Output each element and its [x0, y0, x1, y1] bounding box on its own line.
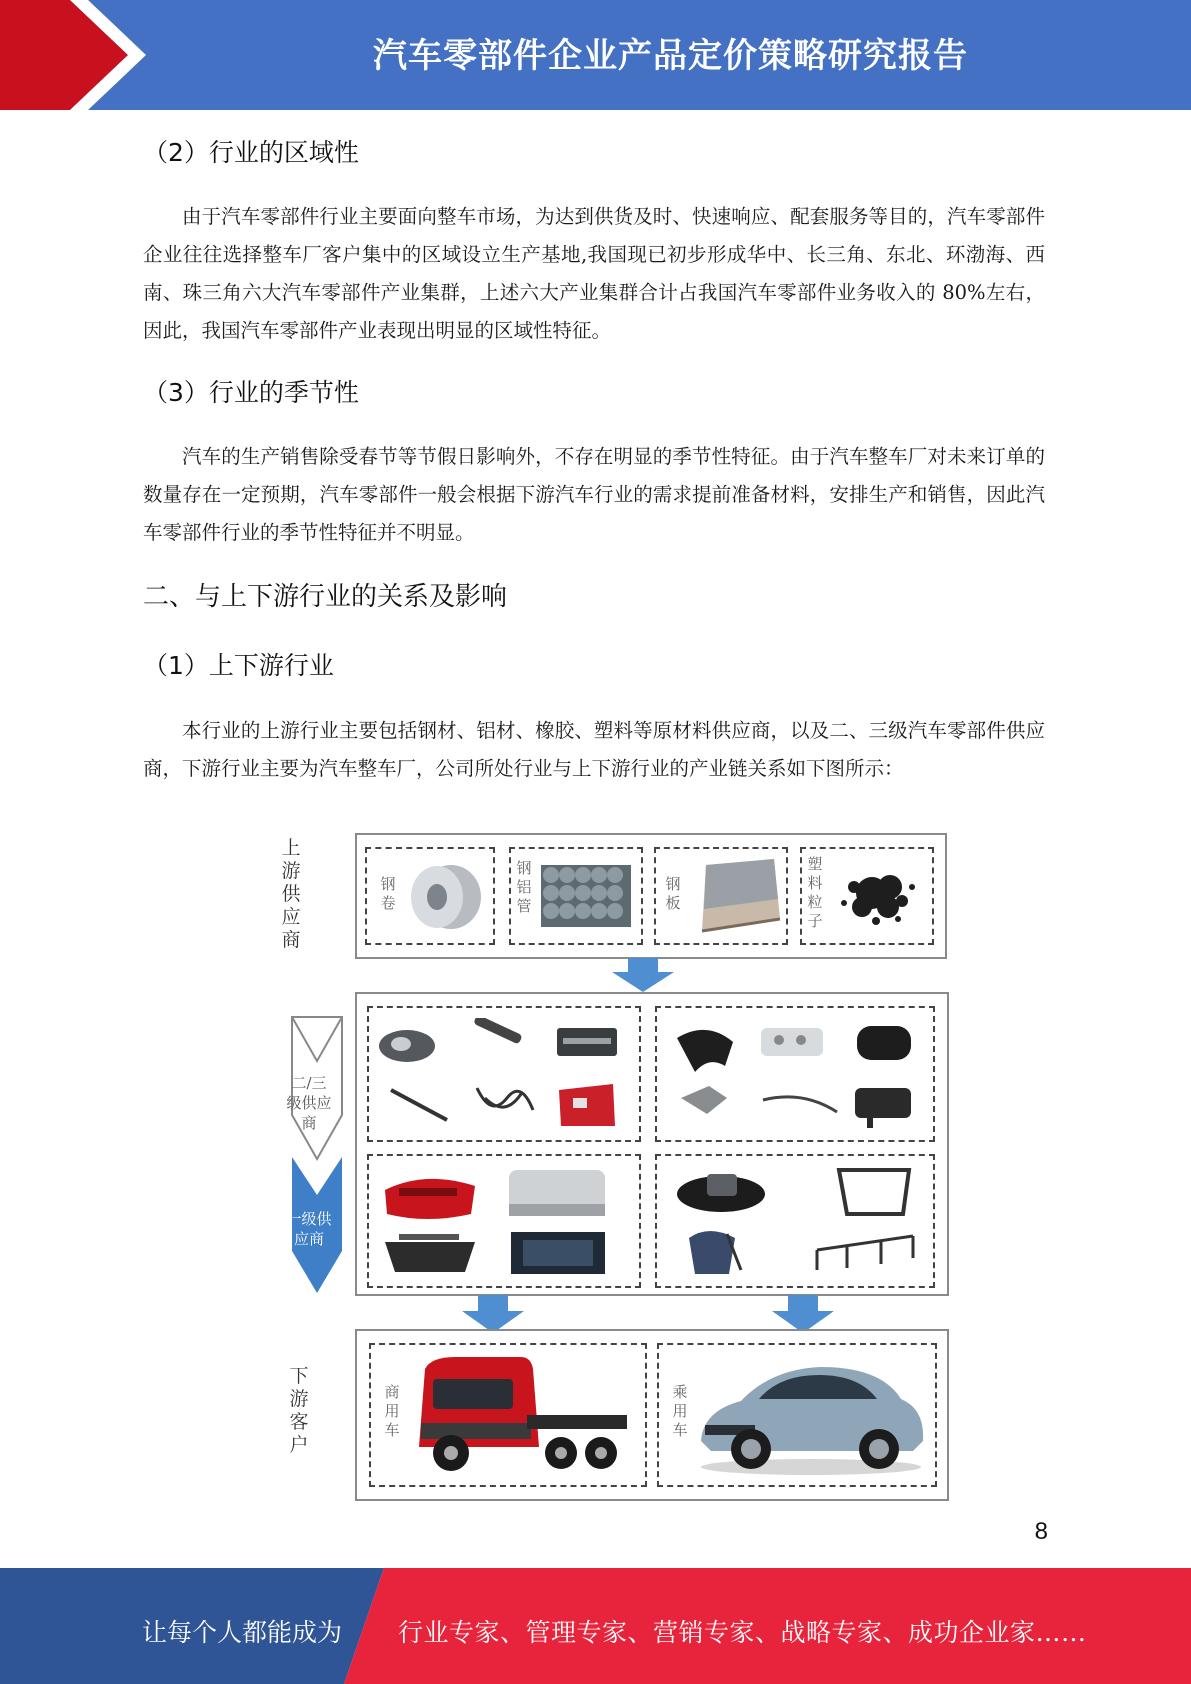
- page-number: 8: [1034, 1518, 1048, 1545]
- plastic-pellets-image: [832, 857, 922, 935]
- footer-slogan-right: 行业专家、管理专家、营销专家、战略专家、成功企业家……: [398, 1618, 1087, 1647]
- suv-image: [695, 1355, 927, 1477]
- arrow-down-icon: [460, 1295, 526, 1333]
- tier1-parts-left-image: [379, 1164, 629, 1278]
- tier1-group-left: [367, 1154, 641, 1288]
- tier1-supplier-label: 一级供应商: [286, 1210, 332, 1248]
- report-title: 汽车零部件企业产品定价策略研究报告: [373, 36, 968, 76]
- footer-band: [0, 1568, 1191, 1684]
- red-truck-image: [411, 1353, 637, 1477]
- upstream-supplier-label: 上游供应商: [281, 837, 301, 951]
- industry-chain-diagram: [280, 825, 960, 1505]
- upstream-item-steel-plate: [654, 847, 788, 945]
- downstream-box: [355, 1329, 949, 1501]
- steel-plate-image: [694, 859, 780, 935]
- commercial-vehicle-label: 商用车: [384, 1383, 400, 1439]
- steel-coil-image: [407, 861, 483, 931]
- steel-aluminum-pipe-label: 钢铝管: [516, 859, 532, 915]
- plastic-pellets-label: 塑料粒子: [807, 855, 823, 930]
- paragraph-seasonal: 汽车的生产销售除受春节等节假日影响外，不存在明显的季节性特征。由于汽车整车厂对未来订单的数量存在一定预期，汽车零部件一般会根据下游汽车行业的需求提前准备材料，安排生产和销售，因此汽车零部件行业的季节性特征并不明显。: [143, 445, 1045, 544]
- header-band: [0, 0, 1191, 110]
- tier2-group-right: [655, 1006, 935, 1142]
- section-heading-seasonal: （3）行业的季节性: [143, 378, 359, 407]
- upstream-item-plastic-pellets: [800, 847, 934, 945]
- section-heading-upstream-downstream: （1）上下游行业: [143, 651, 334, 680]
- tier1-parts-right-image: [667, 1164, 921, 1278]
- passenger-vehicle-label: 乘用车: [672, 1383, 688, 1439]
- tier2-supplier-label: 二/三级供应商: [286, 1074, 332, 1132]
- tier2-parts-left-image: [377, 1018, 627, 1128]
- tier1-group-right: [655, 1154, 935, 1288]
- downstream-item-commercial-vehicle: [369, 1343, 647, 1487]
- downstream-customer-label: 下游客户: [289, 1365, 309, 1456]
- tier2-group-left: [367, 1006, 641, 1142]
- suppliers-box: [355, 992, 949, 1296]
- steel-plate-label: 钢板: [665, 875, 681, 912]
- paragraph-regional: 由于汽车零部件行业主要面向整车市场，为达到供货及时、快速响应、配套服务等目的，汽车零部件企业往往选择整车厂客户集中的区域设立生产基地,我国现已初步形成华中、长三角、东北、环渤海、西南、珠三角六大汽车零部件产业集群，上述六大产业集群合计占我国汽车零部件业务收入的 80%左右，因此，我国汽车零部件产业表现出明显的区域性特征。: [143, 205, 1045, 342]
- tier2-parts-right-image: [667, 1018, 921, 1130]
- steel-coil-label: 钢卷: [380, 875, 396, 912]
- header-chevron-decoration: [0, 0, 160, 110]
- chapter-heading-upstream-downstream: 二、与上下游行业的关系及影响: [143, 582, 508, 612]
- downstream-item-passenger-vehicle: [657, 1343, 937, 1487]
- paragraph-upstream-downstream: 本行业的上游行业主要包括钢材、铝材、橡胶、塑料等原材料供应商，以及二、三级汽车零部件供应商，下游行业主要为汽车整车厂，公司所处行业与上下游行业的产业链关系如下图所示：: [143, 719, 1045, 780]
- upstream-item-steel-coil: [365, 847, 495, 945]
- arrow-down-icon: [770, 1295, 836, 1333]
- arrow-down-icon: [610, 958, 676, 992]
- footer-slogan-left: 让每个人都能成为: [142, 1618, 343, 1647]
- section-heading-regional: （2）行业的区域性: [143, 138, 359, 167]
- steel-pipe-bundle-image: [537, 859, 635, 933]
- upstream-box: [355, 833, 947, 959]
- upstream-item-steel-aluminum-pipe: [509, 847, 643, 945]
